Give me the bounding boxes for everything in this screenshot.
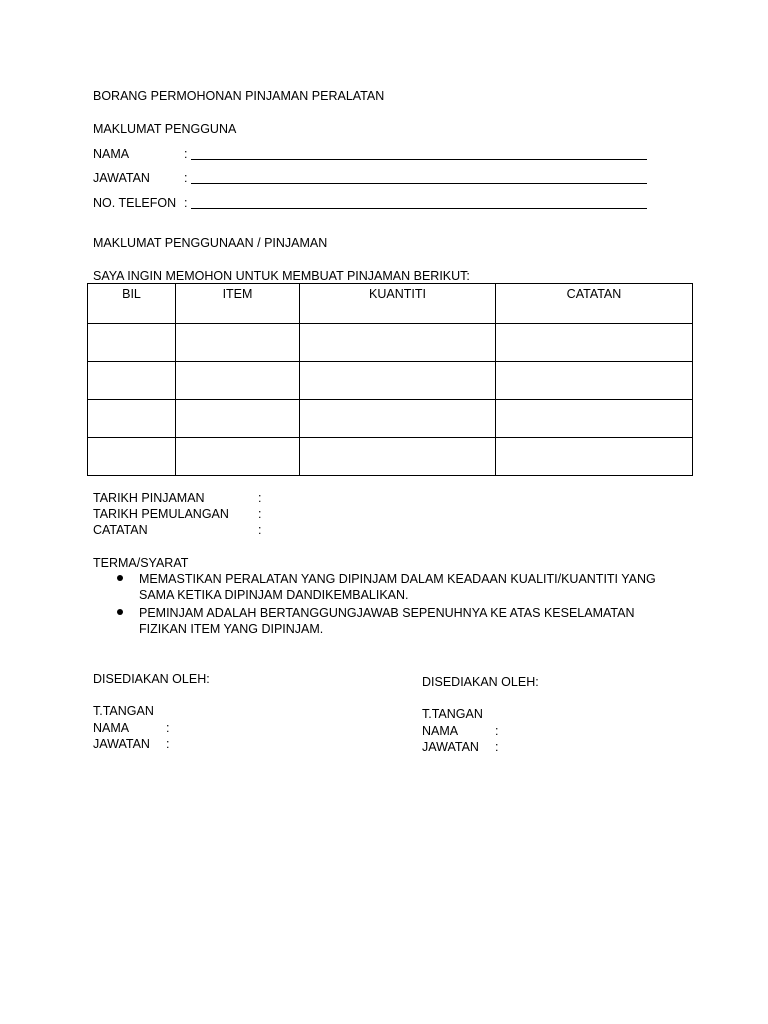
signer-name-label: NAMA bbox=[93, 721, 130, 735]
table-cell[interactable] bbox=[176, 324, 300, 362]
signer-name-colon[interactable]: : bbox=[166, 721, 170, 735]
table-cell[interactable] bbox=[496, 362, 693, 400]
table-cell[interactable] bbox=[176, 438, 300, 476]
table-row bbox=[88, 324, 693, 362]
loan-items-table bbox=[87, 283, 693, 476]
table-cell[interactable] bbox=[88, 362, 176, 400]
list-item bbox=[93, 571, 683, 604]
signature-label[interactable]: T.TANGAN bbox=[93, 704, 154, 718]
name-field[interactable] bbox=[93, 146, 653, 164]
notes-colon: : bbox=[258, 523, 262, 537]
table-row bbox=[88, 438, 693, 476]
loan-intro-text: SAYA INGIN MEMOHON UNTUK MEMBUAT PINJAMAN BERIKUT: bbox=[93, 269, 470, 283]
table-cell[interactable] bbox=[300, 438, 496, 476]
table-cell[interactable] bbox=[88, 438, 176, 476]
header-bil: BIL bbox=[88, 284, 176, 324]
signer-position-colon[interactable]: : bbox=[166, 737, 170, 751]
name-colon: : bbox=[184, 147, 188, 161]
prepared-by-label: DISEDIAKAN OLEH: bbox=[93, 672, 210, 686]
usage-section-heading: MAKLUMAT PENGGUNAAN / PINJAMAN bbox=[93, 236, 328, 250]
term-text: MEMASTIKAN PERALATAN YANG DIPINJAM DALAM KEADAAN KUALITI/KUANTITI YANG SAMA KETIKA DIPINJAM DANDIKEMBALIKAN. bbox=[139, 572, 656, 603]
bullet-icon bbox=[117, 575, 123, 581]
notes-label: CATATAN bbox=[93, 523, 148, 537]
signer-name-colon[interactable]: : bbox=[495, 724, 499, 738]
signer-name-label: NAMA bbox=[422, 724, 459, 738]
name-underline bbox=[191, 159, 647, 160]
signer-position-colon[interactable]: : bbox=[495, 740, 499, 754]
list-item bbox=[93, 605, 683, 638]
return-date-label: TARIKH PEMULANGAN bbox=[93, 507, 229, 521]
table-cell[interactable] bbox=[176, 362, 300, 400]
table-cell[interactable] bbox=[300, 324, 496, 362]
return-date-colon: : bbox=[258, 507, 262, 521]
position-colon: : bbox=[184, 171, 188, 185]
table-cell[interactable] bbox=[88, 400, 176, 438]
signer-position-label: JAWATAN bbox=[422, 740, 479, 754]
table-row bbox=[88, 362, 693, 400]
position-label: JAWATAN bbox=[93, 171, 150, 185]
table-header-row bbox=[88, 284, 693, 324]
header-kuantiti: KUANTITI bbox=[300, 284, 496, 324]
table-cell[interactable] bbox=[300, 400, 496, 438]
table-cell[interactable] bbox=[88, 324, 176, 362]
phone-label: NO. TELEFON bbox=[93, 196, 177, 210]
term-text: PEMINJAM ADALAH BERTANGGUNGJAWAB SEPENUHNYA KE ATAS KESELAMATAN FIZIKAN ITEM YANG DIPINJAM. bbox=[139, 605, 635, 636]
phone-colon: : bbox=[184, 196, 188, 210]
signature-label[interactable]: T.TANGAN bbox=[422, 707, 483, 721]
user-section-heading: MAKLUMAT PENGGUNA bbox=[93, 122, 237, 136]
table-cell[interactable] bbox=[496, 400, 693, 438]
table-cell[interactable] bbox=[176, 400, 300, 438]
position-field[interactable] bbox=[93, 170, 653, 188]
header-catatan: CATATAN bbox=[496, 284, 693, 324]
bullet-icon bbox=[117, 609, 123, 615]
position-underline bbox=[191, 183, 647, 184]
form-title: BORANG PERMOHONAN PINJAMAN PERALATAN bbox=[93, 89, 385, 103]
phone-underline bbox=[191, 208, 647, 209]
table-row bbox=[88, 400, 693, 438]
name-label: NAMA bbox=[93, 147, 130, 161]
table-cell[interactable] bbox=[300, 362, 496, 400]
signer-position-label: JAWATAN bbox=[93, 737, 150, 751]
header-item: ITEM bbox=[176, 284, 300, 324]
loan-date-label: TARIKH PINJAMAN bbox=[93, 491, 205, 505]
table-cell[interactable] bbox=[496, 438, 693, 476]
phone-field[interactable] bbox=[93, 195, 653, 213]
terms-heading: TERMA/SYARAT bbox=[93, 556, 189, 570]
loan-date-colon: : bbox=[258, 491, 262, 505]
table-cell[interactable] bbox=[496, 324, 693, 362]
prepared-by-label: DISEDIAKAN OLEH: bbox=[422, 675, 539, 689]
terms-list bbox=[93, 571, 683, 638]
